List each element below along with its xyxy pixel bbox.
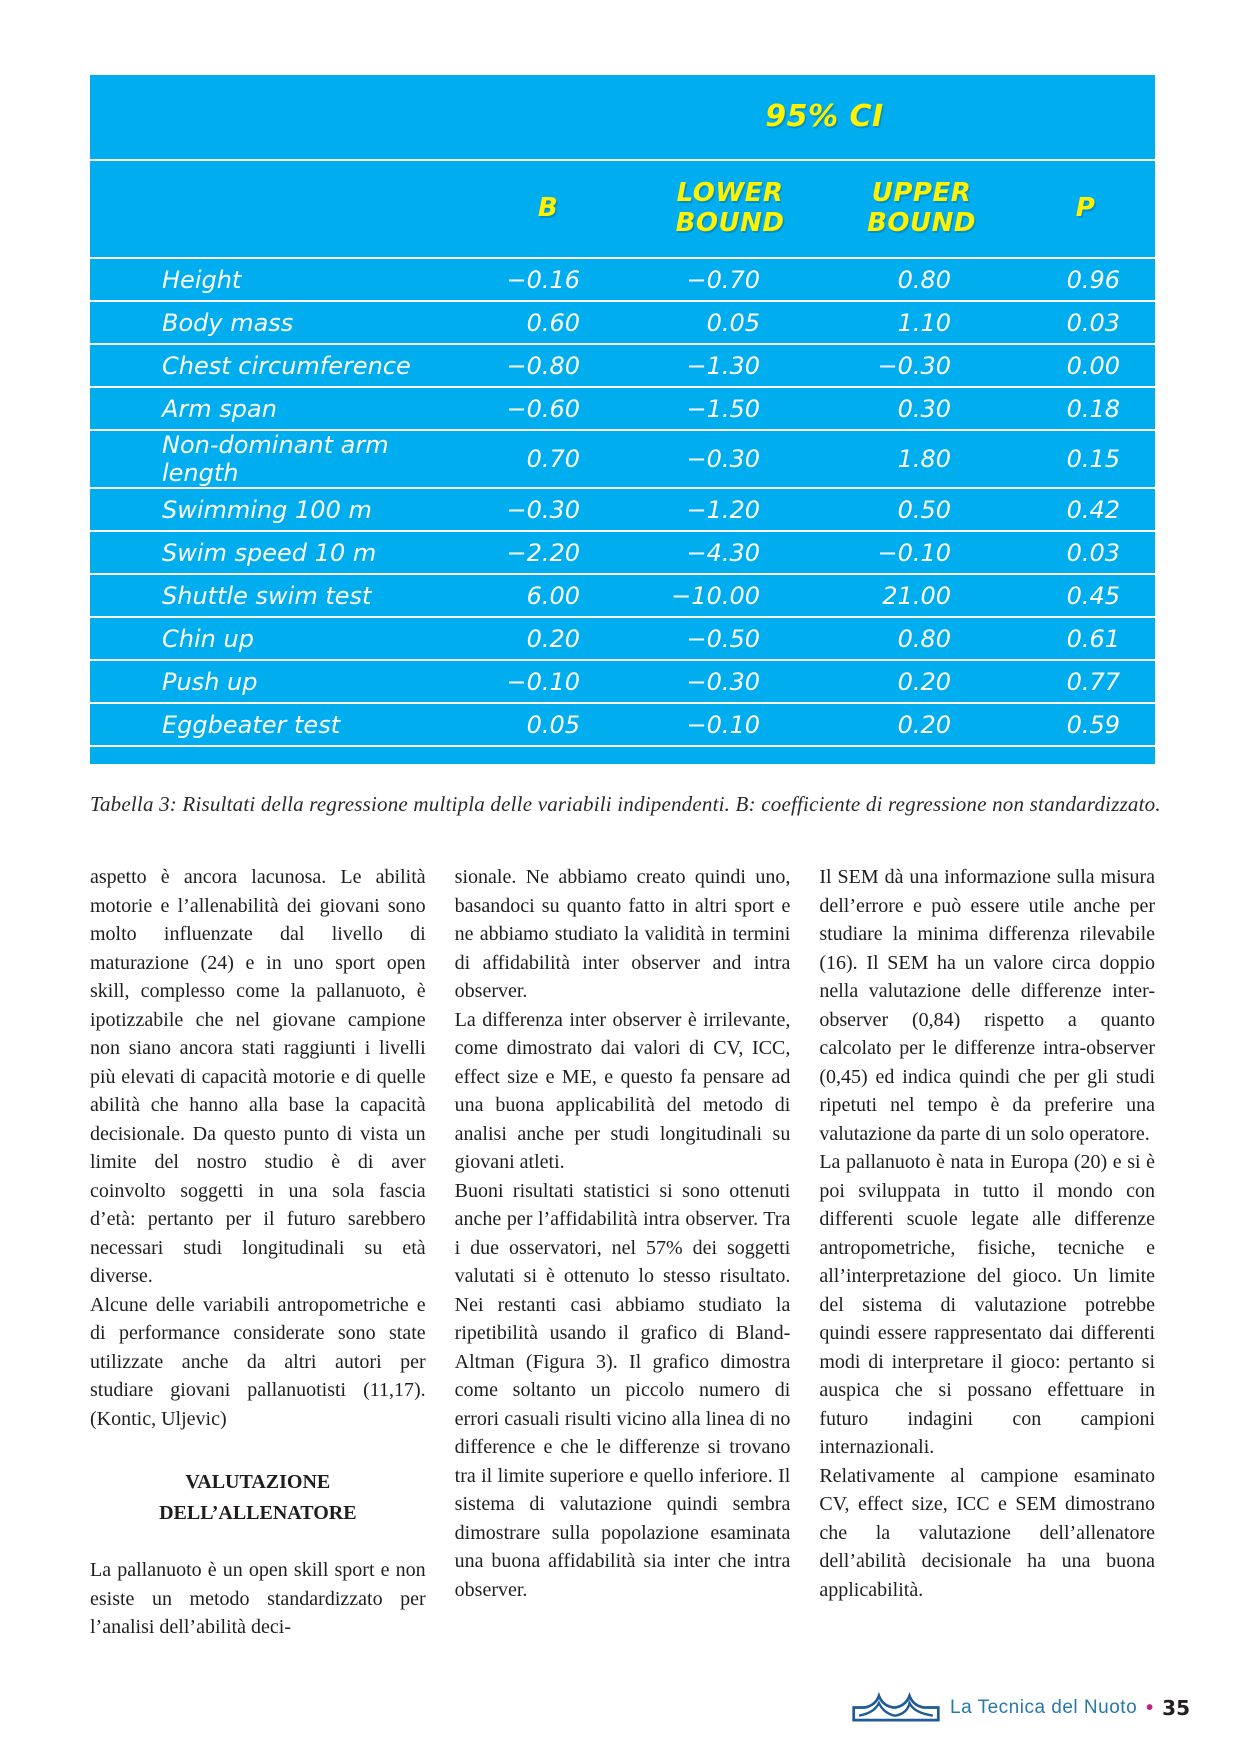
section-heading	[90, 1467, 426, 1529]
paragraph: aspetto è ancora lacunosa. Le abilità motorie e l’allenabilità dei giovani sono molto influenzate dal livello di maturazione (24) e in uno sport open skill, complesso come la pallanuoto, è ipotizzabile che nel giovane campione non siano ancora stati raggiunti i livelli più elevati di capacità motorie e di quelle abilità che hanno alla base la capacità decisionale. Da questo punto di vista un limite del nostro studio è di aver coinvolto soggetti in una sola fascia d’età: pertanto per il futuro sarebbero necessari studi longitudinali su età diverse.	[90, 866, 426, 1287]
cell-upper: 0.80	[827, 617, 1016, 660]
cell-b: 0.20	[463, 617, 633, 660]
table-row	[90, 387, 1155, 430]
empty-cell	[90, 75, 463, 160]
table-row	[90, 617, 1155, 660]
row-label: Non-dominant arm length	[90, 430, 463, 488]
cell-lower: −1.30	[633, 344, 827, 387]
cell-p: 0.15	[1016, 430, 1155, 488]
article-body	[90, 863, 1155, 1642]
paragraph: La differenza inter observer è irrilevante, come dimostrato dai valori di CV, ICC, effect size e ME, e questo fa pensare ad una buona applicabilità del metodo di analisi anche per studi longitudinali su giovani atleti.	[454, 1008, 791, 1173]
cell-p: 0.03	[1016, 301, 1155, 344]
cell-lower: −0.10	[633, 703, 827, 746]
table-row	[90, 703, 1155, 746]
row-label: Chin up	[90, 617, 463, 660]
paragraph: Relativamente al campione esaminato CV, effect size, ICC e SEM dimostrano che la valutazione dell’allenatore dell’abilità decisionale ha una buona applicabilità.	[819, 1464, 1156, 1601]
cell-p: 0.42	[1016, 488, 1155, 531]
cell-lower: −10.00	[633, 574, 827, 617]
cell-upper: 1.80	[827, 430, 1016, 488]
cell-p: 0.77	[1016, 660, 1155, 703]
paragraph: Il SEM dà una informazione sulla misura dell’errore e può essere utile anche per studiare la minima differenza rilevabile (16). Il SEM ha un valore circa doppio nella valutazione delle differenze inter-observer (0,84) rispetto a quanto calcolato per le differenze intra-observer (0,45) ed indica quindi che per gli studi ripetuti nel tempo è da preferire una valutazione da parte di un solo operatore.	[819, 866, 1156, 1145]
table-row	[90, 258, 1155, 301]
cell-p: 0.03	[1016, 531, 1155, 574]
article-column-1	[90, 863, 426, 1642]
empty-cell	[1016, 75, 1155, 160]
cell-p: 0.00	[1016, 344, 1155, 387]
cell-b: −0.10	[463, 660, 633, 703]
row-label: Chest circumference	[90, 344, 463, 387]
cell-lower: −1.50	[633, 387, 827, 430]
footer-separator-dot: •	[1146, 1696, 1154, 1719]
paragraph: La pallanuoto è nata in Europa (20) e si è poi sviluppata in tutto il mondo con differenti scuole legate alle differenze antropometriche, fisiche, tecniche e all’interpretazione del gioco. Un limite del sistema di valutazione potrebbe quindi essere rappresentato dai differenti modi di interpretare il gioco: pertanto si auspica che si possano effettuare in futuro indagini con campioni internazionali.	[819, 1151, 1156, 1458]
cell-lower: −0.30	[633, 660, 827, 703]
cell-lower: −0.30	[633, 430, 827, 488]
row-label: Push up	[90, 660, 463, 703]
empty-cell	[90, 160, 463, 258]
cell-upper: 0.80	[827, 258, 1016, 301]
empty-cell	[463, 75, 633, 160]
cell-p: 0.61	[1016, 617, 1155, 660]
ci-header: 95% CI	[765, 98, 884, 134]
row-label: Swimming 100 m	[90, 488, 463, 531]
row-label: Body mass	[90, 301, 463, 344]
row-label: Shuttle swim test	[90, 574, 463, 617]
table-row	[90, 430, 1155, 488]
row-label: Swim speed 10 m	[90, 531, 463, 574]
cell-b: −0.16	[463, 258, 633, 301]
row-label: Arm span	[90, 387, 463, 430]
table-row	[90, 488, 1155, 531]
table-ci-header-row	[90, 75, 1155, 160]
cell-upper: 21.00	[827, 574, 1016, 617]
cell-upper: 0.30	[827, 387, 1016, 430]
cell-upper: 1.10	[827, 301, 1016, 344]
column-header-upper-bound: UPPER BOUND	[827, 160, 1016, 258]
article-column-2	[455, 863, 791, 1642]
wave-logo-icon	[851, 1692, 941, 1723]
cell-upper: 0.50	[827, 488, 1016, 531]
section-heading-line: DELL’ALLENATORE	[159, 1502, 357, 1524]
table-bottom-strip	[90, 746, 1155, 764]
column-header-b: B	[463, 160, 633, 258]
article-column-3	[819, 863, 1155, 1642]
cell-b: 0.60	[463, 301, 633, 344]
page-number: 35	[1162, 1695, 1190, 1720]
section-heading-line: VALUTAZIONE	[185, 1471, 331, 1493]
paragraph: La pallanuoto è un open skill sport e non esiste un metodo standardizzato per l’analisi dell’abilità deci-	[90, 1559, 426, 1638]
cell-lower: 0.05	[633, 301, 827, 344]
regression-results-table	[90, 75, 1155, 764]
column-header-lower-bound: LOWER BOUND	[633, 160, 827, 258]
paragraph: Alcune delle variabili antropometriche e di performance considerate sono state utilizzate anche da altri autori per studiare giovani pallanuotisti (11,17). (Kontic, Uljevic)	[90, 1293, 426, 1430]
cell-b: 0.05	[463, 703, 633, 746]
cell-p: 0.18	[1016, 387, 1155, 430]
cell-b: −0.60	[463, 387, 633, 430]
table-row	[90, 531, 1155, 574]
table-caption: Tabella 3: Risultati della regressione multipla delle variabili indipendenti. B: coefficiente di regressione non standardizzato.	[90, 792, 1161, 816]
cell-b: −0.30	[463, 488, 633, 531]
row-label: Eggbeater test	[90, 703, 463, 746]
paragraph: sionale. Ne abbiamo creato quindi uno, basandoci su quanto fatto in altri sport e ne abbiamo studiato la validità in termini di affidabilità inter observer and intra observer.	[454, 866, 791, 1002]
cell-b: −0.80	[463, 344, 633, 387]
cell-upper: −0.10	[827, 531, 1016, 574]
cell-p: 0.45	[1016, 574, 1155, 617]
table-row	[90, 574, 1155, 617]
table-row	[90, 660, 1155, 703]
cell-lower: −0.50	[633, 617, 827, 660]
cell-p: 0.59	[1016, 703, 1155, 746]
column-header-p: P	[1016, 160, 1155, 258]
cell-upper: −0.30	[827, 344, 1016, 387]
cell-b: −2.20	[463, 531, 633, 574]
table-column-header-row	[90, 160, 1155, 258]
page-footer	[851, 1692, 1190, 1723]
cell-p: 0.96	[1016, 258, 1155, 301]
table-row	[90, 344, 1155, 387]
cell-upper: 0.20	[827, 703, 1016, 746]
paragraph: Buoni risultati statistici si sono ottenuti anche per l’affidabilità intra observer. Tra i due osservatori, nel 57% dei soggetti valutati si è ottenuto lo stesso risultato. Nei restanti casi abbiamo studiato la ripetibilità usando il grafico di Bland-Altman (Figura 3). Il grafico dimostra come soltanto un piccolo numero di errori casuali risulti vicino alla linea di no difference e che le differenze si trovano tra il limite superiore e quello inferiore. Il sistema di valutazione quindi sembra dimostrare sulla popolazione esaminata una buona affidabilità sia inter che intra observer.	[454, 1179, 791, 1601]
cell-lower: −0.70	[633, 258, 827, 301]
cell-upper: 0.20	[827, 660, 1016, 703]
cell-lower: −1.20	[633, 488, 827, 531]
cell-b: 6.00	[463, 574, 633, 617]
page-content	[90, 75, 1161, 1642]
journal-title: La Tecnica del Nuoto	[950, 1696, 1138, 1718]
table-row	[90, 301, 1155, 344]
row-label: Height	[90, 258, 463, 301]
cell-b: 0.70	[463, 430, 633, 488]
cell-lower: −4.30	[633, 531, 827, 574]
